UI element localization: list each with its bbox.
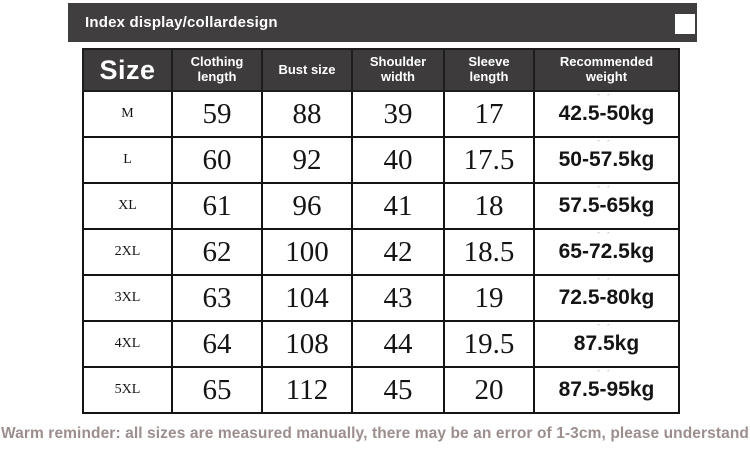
section-title-bar — [68, 3, 697, 42]
column-header-bust-size: Bust size — [262, 49, 352, 91]
weight-cell: ˊˊ 65-72.5kg — [534, 229, 679, 275]
size-cell: 5XL — [83, 367, 172, 413]
column-header-recommended-weight: Recommended weight — [534, 49, 679, 91]
value-cell: 44 — [352, 321, 444, 367]
value-cell: 40 — [352, 137, 444, 183]
size-cell: M — [83, 91, 172, 137]
column-header-clothing-length: Clothing length — [172, 49, 262, 91]
value-cell: 17.5 — [444, 137, 534, 183]
value-cell: 63 — [172, 275, 262, 321]
value-cell: 104 — [262, 275, 352, 321]
value-cell: 43 — [352, 275, 444, 321]
header-row — [83, 49, 679, 91]
value-cell: 112 — [262, 367, 352, 413]
section-title: Index display/collardesign — [85, 14, 278, 31]
table-row — [83, 275, 679, 321]
value-cell: 88 — [262, 91, 352, 137]
weight-cell: ˊˊ 50-57.5kg — [534, 137, 679, 183]
table-row — [83, 91, 679, 137]
weight-cell: ˊˊ 72.5-80kg — [534, 275, 679, 321]
column-header-size: Size — [83, 49, 172, 91]
table-row — [83, 183, 679, 229]
value-cell: 20 — [444, 367, 534, 413]
warm-reminder-text: Warm reminder: all sizes are measured manually, there may be an error of 1-3cm, please understand — [1, 425, 749, 442]
value-cell: 17 — [444, 91, 534, 137]
weight-cell: ˊˊ 57.5-65kg — [534, 183, 679, 229]
value-cell: 59 — [172, 91, 262, 137]
size-cell: 3XL — [83, 275, 172, 321]
value-cell: 96 — [262, 183, 352, 229]
value-cell: 19.5 — [444, 321, 534, 367]
size-cell: 2XL — [83, 229, 172, 275]
value-cell: 62 — [172, 229, 262, 275]
table-row — [83, 229, 679, 275]
value-cell: 41 — [352, 183, 444, 229]
value-cell: 61 — [172, 183, 262, 229]
value-cell: 19 — [444, 275, 534, 321]
value-cell: 60 — [172, 137, 262, 183]
size-cell: 4XL — [83, 321, 172, 367]
value-cell: 18.5 — [444, 229, 534, 275]
size-chart-table — [82, 48, 680, 414]
column-header-sleeve-length: Sleeve length — [444, 49, 534, 91]
value-cell: 64 — [172, 321, 262, 367]
size-cell: L — [83, 137, 172, 183]
value-cell: 108 — [262, 321, 352, 367]
value-cell: 92 — [262, 137, 352, 183]
size-cell: XL — [83, 183, 172, 229]
table-row — [83, 367, 679, 413]
weight-cell: ˊˊ 87.5-95kg — [534, 367, 679, 413]
weight-cell: ˊˊ 87.5kg — [534, 321, 679, 367]
weight-cell: ˊˊ 42.5-50kg — [534, 91, 679, 137]
value-cell: 39 — [352, 91, 444, 137]
value-cell: 45 — [352, 367, 444, 413]
value-cell: 100 — [262, 229, 352, 275]
value-cell: 42 — [352, 229, 444, 275]
table-row — [83, 321, 679, 367]
column-header-shoulder-width: Shoulder width — [352, 49, 444, 91]
table-row — [83, 137, 679, 183]
title-bar-notch — [675, 14, 695, 34]
value-cell: 18 — [444, 183, 534, 229]
value-cell: 65 — [172, 367, 262, 413]
